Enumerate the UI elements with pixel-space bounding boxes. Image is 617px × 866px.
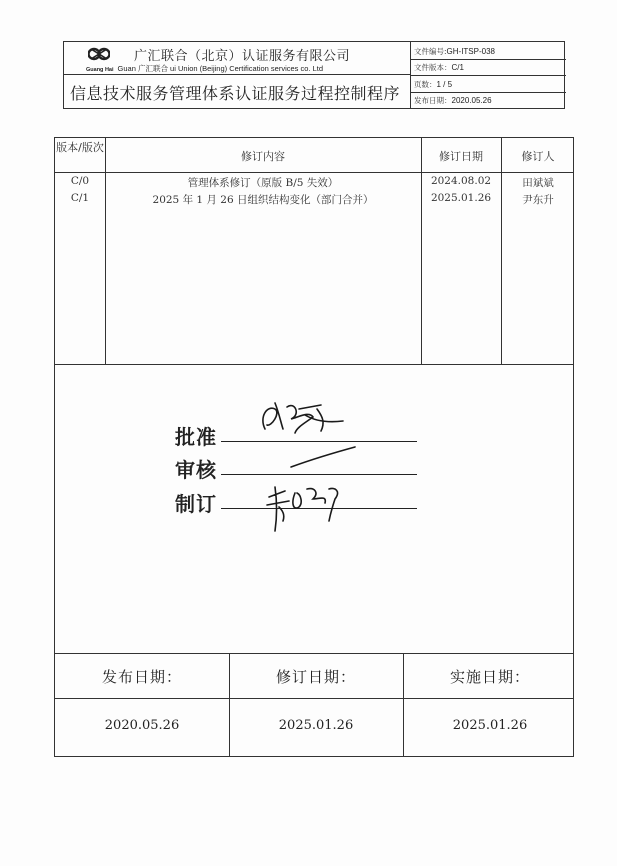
row2-content: 2025 年 1 月 26 日组织结构变化（部门合并） [152,194,374,206]
row1-version: C/0 [70,175,90,187]
header-date: 修订日期 [439,150,483,163]
approval-section [54,365,574,653]
effective-date-value: 2025.01.26 [452,718,528,733]
header-reviser: 修订人 [521,150,555,163]
meta-doc-version: 文件版本：C/1 [414,63,464,72]
dates-table [54,653,574,757]
header-version: 版本/版次 [56,141,104,154]
company-logo-icon [88,46,110,62]
draft-label: 制订 [175,492,217,516]
row1-content: 管理体系修订（原版 B/5 失效） [187,177,339,189]
company-name-cn: 广汇联合（北京）认证服务有限公司 [134,49,351,64]
document-header [63,41,565,109]
revision-table [54,137,574,365]
meta-publish-date: 发布日期：2020.05.26 [414,96,492,105]
row2-date: 2025.01.26 [430,192,492,204]
header-content: 修订内容 [241,150,285,163]
draft-signature [255,477,355,537]
publish-date-value: 2020.05.26 [104,718,180,733]
row1-reviser: 田斌斌 [522,177,554,189]
approve-label: 批准 [175,425,217,449]
meta-page-count: 页数：1 / 5 [414,80,453,89]
review-label: 审核 [175,458,217,482]
logo-text: Guang Hai [86,67,114,73]
review-line [221,474,417,475]
revise-date-label: 修订日期： [275,668,356,686]
row1-date: 2024.08.02 [430,175,492,187]
meta-doc-number: 文件编号:GH-ITSP-038 [414,47,495,56]
effective-date-label: 实施日期： [449,668,530,686]
revise-date-value: 2025.01.26 [278,718,354,733]
row2-version: C/1 [70,192,90,204]
document-title: 信息技术服务管理体系认证服务过程控制程序 [70,84,401,103]
company-name-en: Guang Hai Guan 广汇联合 ui Union (Beijing) Certification services co. Ltd [86,64,324,73]
approve-signature [251,393,361,449]
review-signature [283,443,363,473]
publish-date-label: 发布日期： [101,668,182,686]
row2-reviser: 尹东升 [522,194,554,206]
